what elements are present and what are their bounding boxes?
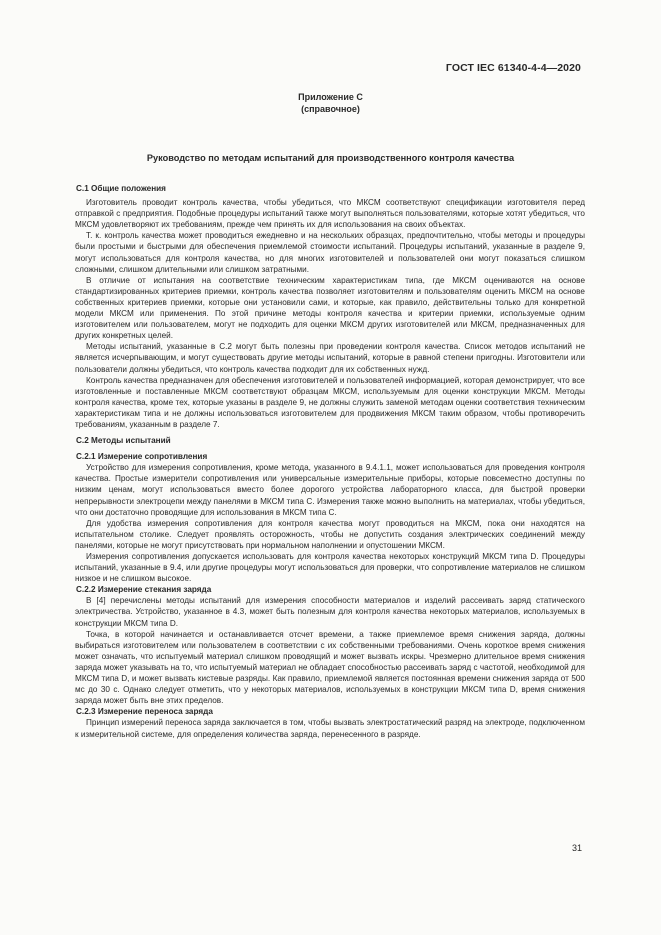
section-heading-c22: С.2.2 Измерение стекания заряда bbox=[76, 585, 212, 595]
standard-code: ГОСТ IEC 61340-4-4—2020 bbox=[445, 62, 581, 74]
paragraph: Измерения сопротивления допускается использовать для контроля качества некоторых конструкций МКСМ типа D. Процедуры испытаний, указанные в 9.4, или другие процедуры могут использоваться для проверки, что сопротивление материалов не слишком низкое и не слишком высокое. bbox=[75, 552, 585, 584]
paragraph: Т. к. контроль качества может проводиться ежедневно и на нескольких образцах, предпочтительно, чтобы методы и процедуры были простыми и быстрыми для обеспечения приемлемой стоимости испытаний. Процедуры испытаний, указанные в разделе 9, могут использоваться для контроля качества, но для многих изготовителей и пользователей они могут показаться слишком сложными, слишком длительными или слишком затратными. bbox=[75, 231, 585, 274]
document-title: Руководство по методам испытаний для производственного контроля качества bbox=[146, 153, 515, 163]
paragraph: Для удобства измерения сопротивления для контроля качества могут проводиться на МКСМ, пока они находятся на испытательном столике. Следует проявлять осторожность, чтобы не допустить создания электрических соединений между панелями, которые не могут присутствовать при нормальном наполнении и опустошении МКСМ. bbox=[75, 518, 585, 550]
paragraph: Устройство для измерения сопротивления, кроме метода, указанного в 9.4.1.1, может использоваться для проведения контроля качества. Простые измерители сопротивления или универсальные измерительные приборы, которые повсеместно доступны по низким ценам, могут использоваться вместо более дорогого устройства лабораторного класса, для быстрой проверки непрерывности электроцепи между панелями в МКСМ типа С. Измерения также можно выполнить на материалах, чтобы убедиться, что они достаточно проводящие для использования в МКСМ типа С. bbox=[75, 463, 585, 517]
annex-title: Приложение С bbox=[298, 92, 363, 102]
page-number: 31 bbox=[571, 843, 582, 853]
annex-type: (справочное) bbox=[301, 104, 360, 114]
section-heading-c1: С.1 Общие положения bbox=[76, 184, 166, 193]
paragraph: Принцип измерений переноса заряда заключается в том, чтобы вызвать электростатический разряд на электроде, подключенном к измерительной системе, для определения количества заряда, перенесенного в разряде. bbox=[75, 718, 585, 739]
paragraph: Точка, в которой начинается и останавливается отсчет времени, а также приемлемое время снижения заряда, должны выбираться изготовителем или пользователем в соответствии с их собственными требованиями. Очень короткое время снижения может означать, что испытуемый материал слишком проводящий и может вызвать искры. Чрезмерно длительное время снижения заряда может указывать на то, что испытуемый материал не обладает способностью рассеивать заряд с частотой, необходимой для МКСМ типа D, и может вызвать кистевые разряды. Как правило, приемлемой является постоянная времени снижения заряда от 500 мс до 30 с. Однако следует отметить, что у некоторых материалов, используемых в конструкции МКСМ типа D, время снижения заряда может быть вне этих пределов. bbox=[75, 629, 585, 706]
document-body bbox=[75, 183, 585, 740]
section-heading-c21: С.2.1 Измерение сопротивления bbox=[76, 452, 208, 462]
annex-heading bbox=[0, 91, 661, 115]
section-heading-c23: С.2.3 Измерение переноса заряда bbox=[76, 707, 213, 717]
paragraph: Контроль качества предназначен для обеспечения изготовителей и пользователей информацией, которая демонстрирует, что все изготовленные и поставленные МКСМ соответствуют образцам МКСМ, используемым для оценки конструкции МКСМ. Методы контроля качества, кроме тех, которые указаны в разделе 9, не должны служить заменой методам оценки соответствия техническим характеристикам типа и не должны использоваться изготовителем для продвижения МКСМ таким образом, чтобы противоречить требованиям, указанным в разделе 7. bbox=[75, 375, 585, 429]
paragraph: В [4] перечислены методы испытаний для измерения способности материалов и изделий рассеивать заряд статического электричества. Устройство, указанное в 4.3, может быть полезным для контроля качества некоторых материалов, используемых в конструкции МКСМ типа D. bbox=[75, 596, 585, 628]
section-heading-c2: С.2 Методы испытаний bbox=[76, 436, 171, 446]
paragraph: Изготовитель проводит контроль качества, чтобы убедиться, что МКСМ соответствуют спецификации изготовителя перед отправкой с предприятия. Подобные процедуры испытаний также могут выполняться пользователями, которые хотят убедиться, что МКСМ удовлетворяют их требованиям, прежде чем принять их для использования на своих объектах. bbox=[75, 198, 585, 230]
paragraph: Методы испытаний, указанные в С.2 могут быть полезны при проведении контроля качества. Список методов испытаний не является исчерпывающим, и могут существовать другие методы испытаний, которые в равной степени пригодны. Изготовители или пользователи должны убедиться, что контроль качества подходит для их собственных нужд. bbox=[75, 342, 585, 374]
paragraph: В отличие от испытания на соответствие техническим характеристикам типа, где МКСМ оцениваются на основе стандартизированных критериев приемки, контроль качества позволяет изготовителям и пользователям оценить МКСМ на основе собственных критериев приемки, которые они установили сами, и которые, как правило, действительны только для конкретной модели МКСМ или применения. По этой причине методы контроля качества и критерии приемки, используемые одним изготовителем или пользователем, могут не подходить для оценки МКСМ других изготовителей или МКСМ, предназначенных для других конкретных целей. bbox=[75, 275, 585, 341]
